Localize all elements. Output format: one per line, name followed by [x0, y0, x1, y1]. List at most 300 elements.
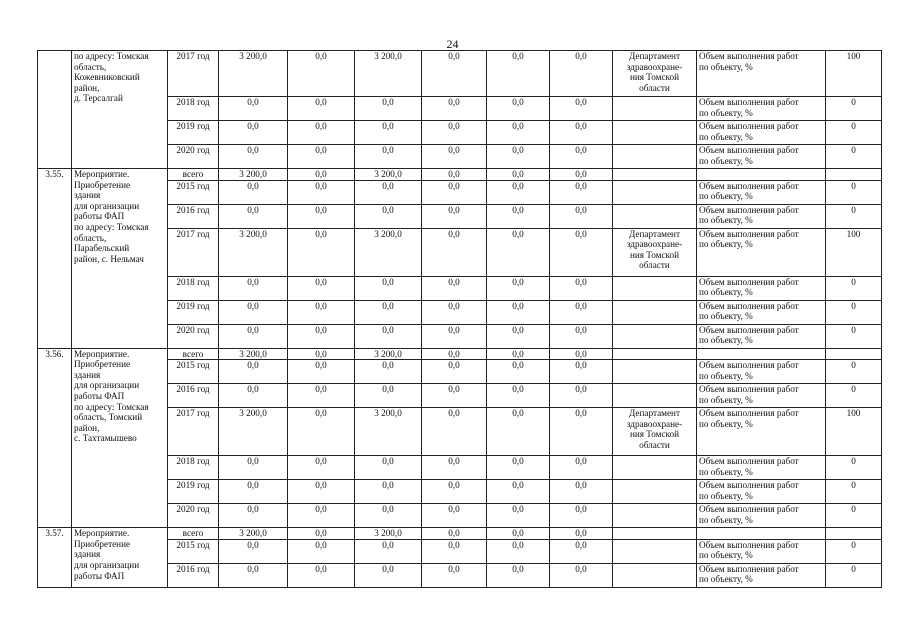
indicator-line: Объем выполнения работ: [699, 228, 799, 239]
page-number: 24: [446, 37, 459, 51]
federal-cell: 0,0: [288, 539, 355, 563]
total-cell: 0,0: [219, 324, 288, 348]
responsible-cell: [613, 456, 697, 480]
col5-cell: 0,0: [487, 384, 550, 408]
federal-cell: 0,0: [288, 348, 355, 360]
description-line: область,: [74, 232, 107, 243]
period-cell: 2018 год: [168, 456, 219, 480]
col6-cell: 0,0: [550, 324, 613, 348]
federal-cell: 0,0: [288, 324, 355, 348]
indicator-line: Объем выполнения работ: [699, 51, 799, 61]
indicator-line: Объем выполнения работ: [699, 408, 799, 419]
responsible-cell: [613, 539, 697, 563]
col6-cell: 0,0: [550, 121, 613, 145]
period-cell: 2019 год: [168, 121, 219, 145]
regional-cell: 0,0: [355, 276, 422, 300]
indicator-value-cell: 100: [826, 408, 882, 456]
col6-cell: 0,0: [550, 408, 613, 456]
local-cell: 0,0: [422, 169, 487, 181]
responsible-line: здравоохране-: [626, 239, 683, 250]
regional-cell: 0,0: [355, 456, 422, 480]
description-line: работы ФАП: [74, 390, 125, 401]
item-description: [72, 348, 168, 528]
period-cell: 2015 год: [168, 539, 219, 563]
col6-cell: 0,0: [550, 563, 613, 587]
indicator-cell: [697, 169, 826, 181]
description-line: для организации: [74, 200, 140, 211]
description-line: для организации: [74, 380, 140, 391]
indicator-cell: [697, 384, 826, 408]
program-table: [37, 50, 882, 588]
col5-cell: 0,0: [487, 408, 550, 456]
col6-cell: 0,0: [550, 360, 613, 384]
indicator-value-cell: 0: [826, 384, 882, 408]
total-cell: 0,0: [219, 121, 288, 145]
col5-cell: 0,0: [487, 360, 550, 384]
description-line: с. Тахтамышево: [74, 433, 137, 444]
col6-cell: 0,0: [550, 51, 613, 97]
responsible-cell: [613, 324, 697, 348]
responsible-cell: [613, 528, 697, 540]
indicator-line: по объекту, %: [699, 418, 753, 429]
col5-cell: 0,0: [487, 348, 550, 360]
col6-cell: 0,0: [550, 228, 613, 276]
col5-cell: 0,0: [487, 145, 550, 169]
indicator-line: Объем выполнения работ: [699, 324, 799, 335]
local-cell: 0,0: [422, 563, 487, 587]
federal-cell: 0,0: [288, 360, 355, 384]
indicator-cell: [697, 51, 826, 97]
description-line: здания: [74, 369, 101, 380]
indicator-line: по объекту, %: [699, 155, 753, 166]
description-line: для организации: [74, 559, 140, 570]
indicator-cell: [697, 228, 826, 276]
federal-cell: 0,0: [288, 456, 355, 480]
description-line: д. Терсалгай: [74, 93, 123, 104]
col6-cell: 0,0: [550, 348, 613, 360]
col6-cell: 0,0: [550, 145, 613, 169]
period-cell: 2020 год: [168, 145, 219, 169]
responsible-line: области: [639, 82, 670, 93]
indicator-value-cell: 0: [826, 504, 882, 528]
responsible-cell: [613, 145, 697, 169]
total-cell: 0,0: [219, 97, 288, 121]
indicator-line: Объем выполнения работ: [699, 97, 799, 107]
indicator-cell: [697, 360, 826, 384]
responsible-cell: [613, 480, 697, 504]
indicator-cell: [697, 528, 826, 540]
federal-cell: 0,0: [288, 480, 355, 504]
period-cell: всего: [168, 169, 219, 181]
col5-cell: 0,0: [487, 563, 550, 587]
total-cell: 0,0: [219, 504, 288, 528]
period-cell: 2015 год: [168, 180, 219, 204]
indicator-value-cell: 0: [826, 563, 882, 587]
indicator-value-cell: 100: [826, 228, 882, 276]
local-cell: 0,0: [422, 121, 487, 145]
indicator-line: Объем выполнения работ: [699, 480, 799, 491]
indicator-cell: [697, 145, 826, 169]
regional-cell: 3 200,0: [355, 348, 422, 360]
col6-cell: 0,0: [550, 528, 613, 540]
regional-cell: 0,0: [355, 121, 422, 145]
period-cell: 2016 год: [168, 563, 219, 587]
federal-cell: 0,0: [288, 504, 355, 528]
regional-cell: 0,0: [355, 97, 422, 121]
indicator-value-cell: 0: [826, 324, 882, 348]
item-number: [38, 51, 72, 169]
responsible-line: Департамент: [629, 51, 680, 61]
indicator-cell: [697, 456, 826, 480]
regional-cell: 3 200,0: [355, 408, 422, 456]
period-cell: всего: [168, 528, 219, 540]
federal-cell: 0,0: [288, 145, 355, 169]
indicator-value-cell: 0: [826, 539, 882, 563]
total-cell: 0,0: [219, 539, 288, 563]
description-line: Мероприятие.: [74, 348, 130, 359]
total-cell: 0,0: [219, 145, 288, 169]
period-cell: 2016 год: [168, 384, 219, 408]
indicator-line: Объем выполнения работ: [699, 360, 799, 371]
regional-cell: 3 200,0: [355, 528, 422, 540]
total-cell: 0,0: [219, 456, 288, 480]
indicator-line: Объем выполнения работ: [699, 539, 799, 550]
responsible-cell: [613, 51, 697, 97]
item-number: 3.55.: [38, 169, 72, 349]
col6-cell: 0,0: [550, 204, 613, 228]
indicator-value-cell: 0: [826, 145, 882, 169]
indicator-cell: [697, 180, 826, 204]
local-cell: 0,0: [422, 228, 487, 276]
indicator-cell: [697, 324, 826, 348]
col5-cell: 0,0: [487, 528, 550, 540]
responsible-line: здравоохране-: [626, 418, 683, 429]
local-cell: 0,0: [422, 145, 487, 169]
total-cell: 3 200,0: [219, 51, 288, 97]
indicator-cell: [697, 300, 826, 324]
indicator-line: по объекту, %: [699, 394, 753, 405]
federal-cell: 0,0: [288, 121, 355, 145]
period-cell: 2020 год: [168, 324, 219, 348]
responsible-line: ния Томской: [629, 249, 680, 260]
local-cell: 0,0: [422, 504, 487, 528]
indicator-cell: [697, 539, 826, 563]
indicator-cell: [697, 348, 826, 360]
local-cell: 0,0: [422, 384, 487, 408]
local-cell: 0,0: [422, 51, 487, 97]
federal-cell: 0,0: [288, 180, 355, 204]
regional-cell: 0,0: [355, 324, 422, 348]
item-description: [72, 528, 168, 588]
col5-cell: 0,0: [487, 480, 550, 504]
federal-cell: 0,0: [288, 51, 355, 97]
indicator-value-cell: [826, 528, 882, 540]
col5-cell: 0,0: [487, 456, 550, 480]
responsible-cell: [613, 300, 697, 324]
regional-cell: 0,0: [355, 539, 422, 563]
indicator-line: Объем выполнения работ: [699, 456, 799, 467]
indicator-value-cell: 0: [826, 480, 882, 504]
period-cell: 2017 год: [168, 51, 219, 97]
total-cell: 3 200,0: [219, 408, 288, 456]
local-cell: 0,0: [422, 204, 487, 228]
total-cell: 0,0: [219, 276, 288, 300]
regional-cell: 0,0: [355, 180, 422, 204]
description-line: работы ФАП: [74, 211, 125, 222]
indicator-line: по объекту, %: [699, 550, 753, 561]
table-row: [38, 348, 882, 360]
local-cell: 0,0: [422, 97, 487, 121]
responsible-cell: [613, 204, 697, 228]
col6-cell: 0,0: [550, 276, 613, 300]
indicator-line: по объекту, %: [699, 131, 753, 142]
period-cell: 2017 год: [168, 408, 219, 456]
indicator-value-cell: 0: [826, 300, 882, 324]
regional-cell: 3 200,0: [355, 169, 422, 181]
indicator-line: Объем выполнения работ: [699, 563, 799, 574]
col6-cell: 0,0: [550, 504, 613, 528]
indicator-line: по объекту, %: [699, 335, 753, 346]
indicator-value-cell: 0: [826, 97, 882, 121]
responsible-cell: [613, 228, 697, 276]
responsible-cell: [613, 408, 697, 456]
federal-cell: 0,0: [288, 276, 355, 300]
local-cell: 0,0: [422, 360, 487, 384]
table-row: [38, 528, 882, 540]
indicator-line: по объекту, %: [699, 514, 753, 525]
indicator-line: по объекту, %: [699, 490, 753, 501]
indicator-line: по объекту, %: [699, 61, 753, 72]
local-cell: 0,0: [422, 480, 487, 504]
col5-cell: 0,0: [487, 324, 550, 348]
col5-cell: 0,0: [487, 300, 550, 324]
local-cell: 0,0: [422, 300, 487, 324]
federal-cell: 0,0: [288, 204, 355, 228]
indicator-line: по объекту, %: [699, 215, 753, 226]
col6-cell: 0,0: [550, 180, 613, 204]
table-row: [38, 51, 882, 97]
indicator-line: Объем выполнения работ: [699, 180, 799, 191]
table-row: [38, 169, 882, 181]
description-line: по адресу: Томская: [74, 221, 149, 232]
col5-cell: 0,0: [487, 121, 550, 145]
indicator-value-cell: 0: [826, 276, 882, 300]
federal-cell: 0,0: [288, 228, 355, 276]
federal-cell: 0,0: [288, 97, 355, 121]
federal-cell: 0,0: [288, 384, 355, 408]
period-cell: 2017 год: [168, 228, 219, 276]
col6-cell: 0,0: [550, 539, 613, 563]
local-cell: 0,0: [422, 276, 487, 300]
indicator-value-cell: 0: [826, 180, 882, 204]
indicator-line: по объекту, %: [699, 370, 753, 381]
indicator-line: по объекту, %: [699, 311, 753, 322]
total-cell: 3 200,0: [219, 348, 288, 360]
col5-cell: 0,0: [487, 539, 550, 563]
local-cell: 0,0: [422, 456, 487, 480]
description-line: область,: [74, 61, 107, 72]
description-line: район, с. Нельмач: [74, 253, 144, 264]
total-cell: 0,0: [219, 563, 288, 587]
regional-cell: 0,0: [355, 145, 422, 169]
indicator-value-cell: [826, 348, 882, 360]
indicator-cell: [697, 204, 826, 228]
item-number: 3.56.: [38, 348, 72, 528]
regional-cell: 3 200,0: [355, 51, 422, 97]
local-cell: 0,0: [422, 348, 487, 360]
period-cell: 2018 год: [168, 276, 219, 300]
regional-cell: 0,0: [355, 204, 422, 228]
federal-cell: 0,0: [288, 408, 355, 456]
description-line: область, Томский: [74, 412, 143, 423]
responsible-line: области: [639, 439, 670, 450]
col6-cell: 0,0: [550, 97, 613, 121]
regional-cell: 3 200,0: [355, 228, 422, 276]
indicator-cell: [697, 563, 826, 587]
description-line: здания: [74, 190, 101, 201]
col5-cell: 0,0: [487, 276, 550, 300]
federal-cell: 0,0: [288, 528, 355, 540]
total-cell: 0,0: [219, 180, 288, 204]
indicator-cell: [697, 121, 826, 145]
indicator-cell: [697, 276, 826, 300]
col6-cell: 0,0: [550, 480, 613, 504]
indicator-line: Объем выполнения работ: [699, 121, 799, 131]
regional-cell: 0,0: [355, 480, 422, 504]
description-line: работы ФАП: [74, 570, 125, 581]
federal-cell: 0,0: [288, 300, 355, 324]
description-line: Приобретение: [74, 359, 131, 370]
col5-cell: 0,0: [487, 504, 550, 528]
indicator-value-cell: [826, 169, 882, 181]
description-line: Приобретение: [74, 538, 131, 549]
responsible-cell: [613, 563, 697, 587]
local-cell: 0,0: [422, 180, 487, 204]
indicator-line: Объем выполнения работ: [699, 504, 799, 515]
col5-cell: 0,0: [487, 204, 550, 228]
indicator-line: Объем выполнения работ: [699, 384, 799, 395]
responsible-cell: [613, 360, 697, 384]
responsible-line: ния Томской: [629, 72, 680, 83]
total-cell: 0,0: [219, 300, 288, 324]
item-description: [72, 169, 168, 349]
col5-cell: 0,0: [487, 228, 550, 276]
indicator-line: по объекту, %: [699, 107, 753, 118]
regional-cell: 0,0: [355, 504, 422, 528]
col5-cell: 0,0: [487, 180, 550, 204]
responsible-line: Департамент: [629, 408, 680, 419]
responsible-cell: [613, 121, 697, 145]
indicator-line: по объекту, %: [699, 287, 753, 298]
indicator-value-cell: 0: [826, 204, 882, 228]
total-cell: 0,0: [219, 360, 288, 384]
item-number: 3.57.: [38, 528, 72, 588]
indicator-cell: [697, 408, 826, 456]
col5-cell: 0,0: [487, 169, 550, 181]
description-line: по адресу: Томская: [74, 401, 149, 412]
responsible-cell: [613, 504, 697, 528]
federal-cell: 0,0: [288, 169, 355, 181]
description-line: Кожевниковский: [74, 72, 140, 83]
responsible-cell: [613, 348, 697, 360]
period-cell: 2020 год: [168, 504, 219, 528]
col5-cell: 0,0: [487, 51, 550, 97]
col6-cell: 0,0: [550, 456, 613, 480]
regional-cell: 0,0: [355, 563, 422, 587]
description-line: Мероприятие.: [74, 169, 130, 179]
total-cell: 3 200,0: [219, 169, 288, 181]
regional-cell: 0,0: [355, 384, 422, 408]
period-cell: 2019 год: [168, 480, 219, 504]
total-cell: 0,0: [219, 480, 288, 504]
indicator-cell: [697, 97, 826, 121]
indicator-line: Объем выполнения работ: [699, 204, 799, 215]
regional-cell: 0,0: [355, 360, 422, 384]
indicator-line: по объекту, %: [699, 191, 753, 202]
total-cell: 0,0: [219, 384, 288, 408]
description-line: район,: [74, 82, 100, 93]
responsible-line: Департамент: [629, 228, 680, 239]
indicator-value-cell: 0: [826, 456, 882, 480]
responsible-line: ния Томской: [629, 429, 680, 440]
period-cell: 2019 год: [168, 300, 219, 324]
regional-cell: 0,0: [355, 300, 422, 324]
indicator-value-cell: 0: [826, 360, 882, 384]
description-line: район,: [74, 422, 100, 433]
period-cell: 2016 год: [168, 204, 219, 228]
col6-cell: 0,0: [550, 300, 613, 324]
indicator-line: Объем выполнения работ: [699, 276, 799, 287]
indicator-line: Объем выполнения работ: [699, 300, 799, 311]
local-cell: 0,0: [422, 528, 487, 540]
local-cell: 0,0: [422, 539, 487, 563]
responsible-line: здравоохране-: [626, 61, 683, 72]
period-cell: 2018 год: [168, 97, 219, 121]
indicator-value-cell: 0: [826, 121, 882, 145]
period-cell: 2015 год: [168, 360, 219, 384]
responsible-cell: [613, 180, 697, 204]
indicator-line: по объекту, %: [699, 574, 753, 585]
col6-cell: 0,0: [550, 169, 613, 181]
indicator-value-cell: 100: [826, 51, 882, 97]
total-cell: 0,0: [219, 204, 288, 228]
total-cell: 3 200,0: [219, 528, 288, 540]
indicator-cell: [697, 504, 826, 528]
responsible-cell: [613, 276, 697, 300]
indicator-cell: [697, 480, 826, 504]
description-line: Приобретение: [74, 179, 131, 190]
responsible-cell: [613, 169, 697, 181]
local-cell: 0,0: [422, 324, 487, 348]
col5-cell: 0,0: [487, 97, 550, 121]
description-line: здания: [74, 549, 101, 560]
indicator-line: по объекту, %: [699, 466, 753, 477]
responsible-cell: [613, 97, 697, 121]
indicator-line: по объекту, %: [699, 239, 753, 250]
col6-cell: 0,0: [550, 384, 613, 408]
description-line: по адресу: Томская: [74, 51, 149, 61]
indicator-line: Объем выполнения работ: [699, 145, 799, 155]
federal-cell: 0,0: [288, 563, 355, 587]
responsible-line: области: [639, 260, 670, 271]
local-cell: 0,0: [422, 408, 487, 456]
period-cell: всего: [168, 348, 219, 360]
description-line: Мероприятие.: [74, 528, 130, 539]
total-cell: 3 200,0: [219, 228, 288, 276]
item-description: [72, 51, 168, 169]
responsible-cell: [613, 384, 697, 408]
description-line: Парабельский: [74, 243, 130, 254]
